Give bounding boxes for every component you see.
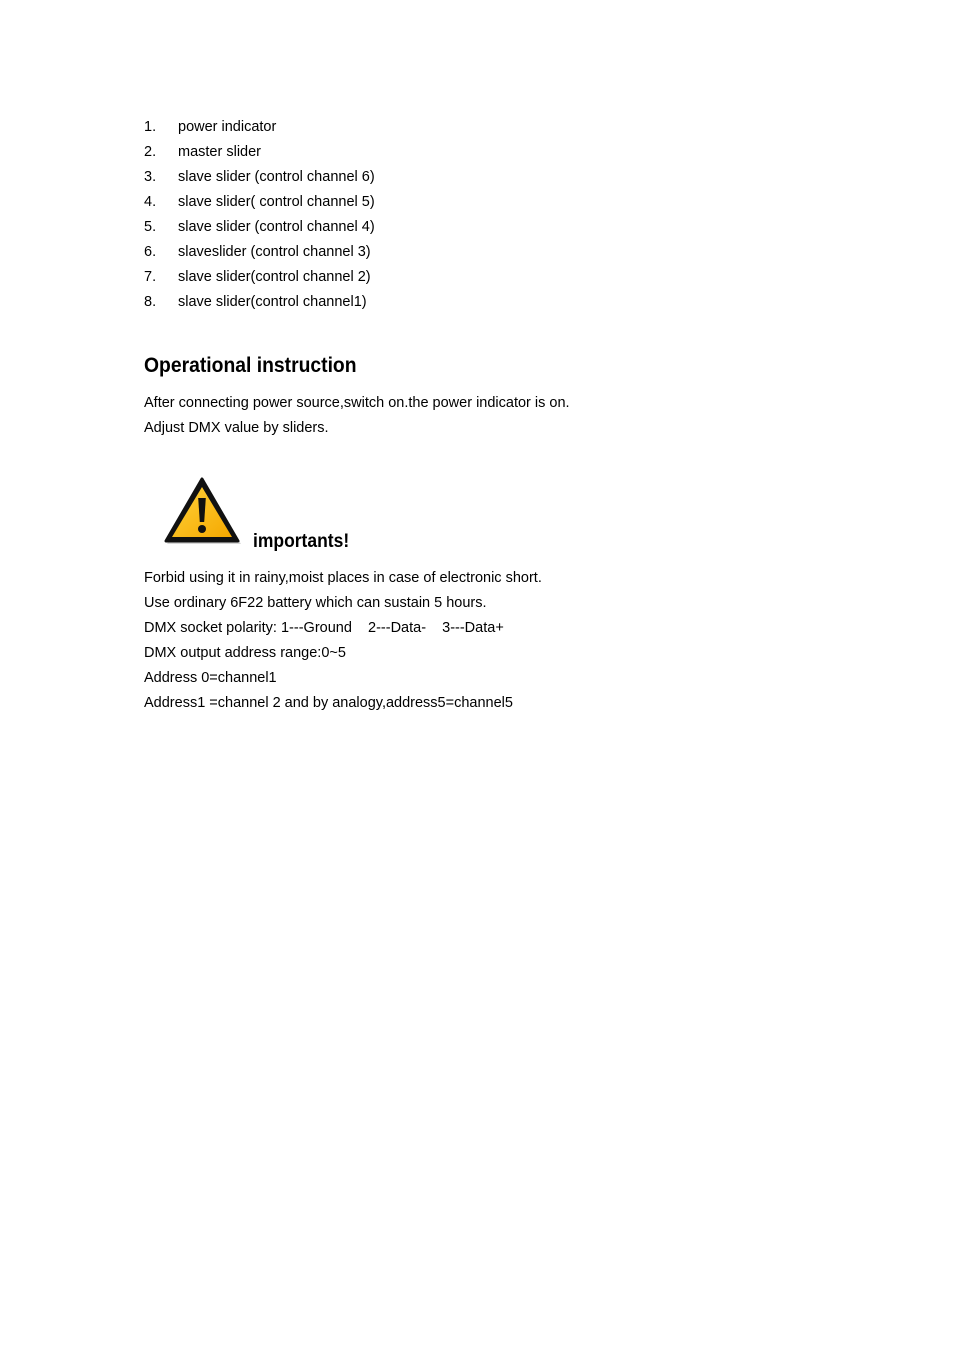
list-item-label: slave slider (control channel 4) bbox=[178, 219, 375, 235]
list-item-number: 6. bbox=[144, 244, 157, 260]
list-item bbox=[144, 167, 375, 192]
importants-text bbox=[144, 568, 542, 718]
list-item-number: 2. bbox=[144, 144, 157, 160]
list-item-number: 4. bbox=[144, 194, 157, 210]
list-item-label: power indicator bbox=[178, 119, 277, 135]
importants-title: importants! bbox=[253, 531, 350, 552]
operational-line: Adjust DMX value by sliders. bbox=[144, 420, 329, 436]
list-item-label: slave slider (control channel 6) bbox=[178, 169, 375, 185]
list-item bbox=[144, 142, 375, 167]
importants-line: Forbid using it in rainy,moist places in case of electronic short. bbox=[144, 570, 542, 586]
list-item bbox=[144, 192, 375, 217]
importants-line: Address 0=channel1 bbox=[144, 670, 277, 686]
list-item bbox=[144, 217, 375, 242]
importants-line: DMX output address range:0~5 bbox=[144, 645, 346, 661]
list-item bbox=[144, 292, 375, 317]
list-item-label: slave slider(control channel 2) bbox=[178, 269, 371, 285]
list-item-number: 7. bbox=[144, 269, 157, 285]
importants-line: Address1 =channel 2 and by analogy,address5=channel5 bbox=[144, 695, 513, 711]
list-item-label: slaveslider (control channel 3) bbox=[178, 244, 371, 260]
operational-heading: Operational instruction bbox=[144, 354, 357, 377]
importants-line: Use ordinary 6F22 battery which can sustain 5 hours. bbox=[144, 595, 487, 611]
list-item bbox=[144, 117, 375, 142]
operational-text bbox=[144, 393, 570, 443]
list-item bbox=[144, 242, 375, 267]
list-item-label: slave slider( control channel 5) bbox=[178, 194, 375, 210]
list-item-label: slave slider(control channel1) bbox=[178, 294, 367, 310]
components-list bbox=[144, 117, 375, 317]
operational-line: After connecting power source,switch on.the power indicator is on. bbox=[144, 395, 570, 411]
list-item-number: 8. bbox=[144, 294, 157, 310]
list-item-number: 3. bbox=[144, 169, 157, 185]
list-item-number: 1. bbox=[144, 119, 157, 135]
list-item-number: 5. bbox=[144, 219, 157, 235]
importants-line: DMX socket polarity: 1---Ground 2---Data- 3---Data+ bbox=[144, 620, 504, 636]
warning-icon bbox=[162, 476, 242, 546]
list-item bbox=[144, 267, 375, 292]
list-item-label: master slider bbox=[178, 144, 261, 160]
